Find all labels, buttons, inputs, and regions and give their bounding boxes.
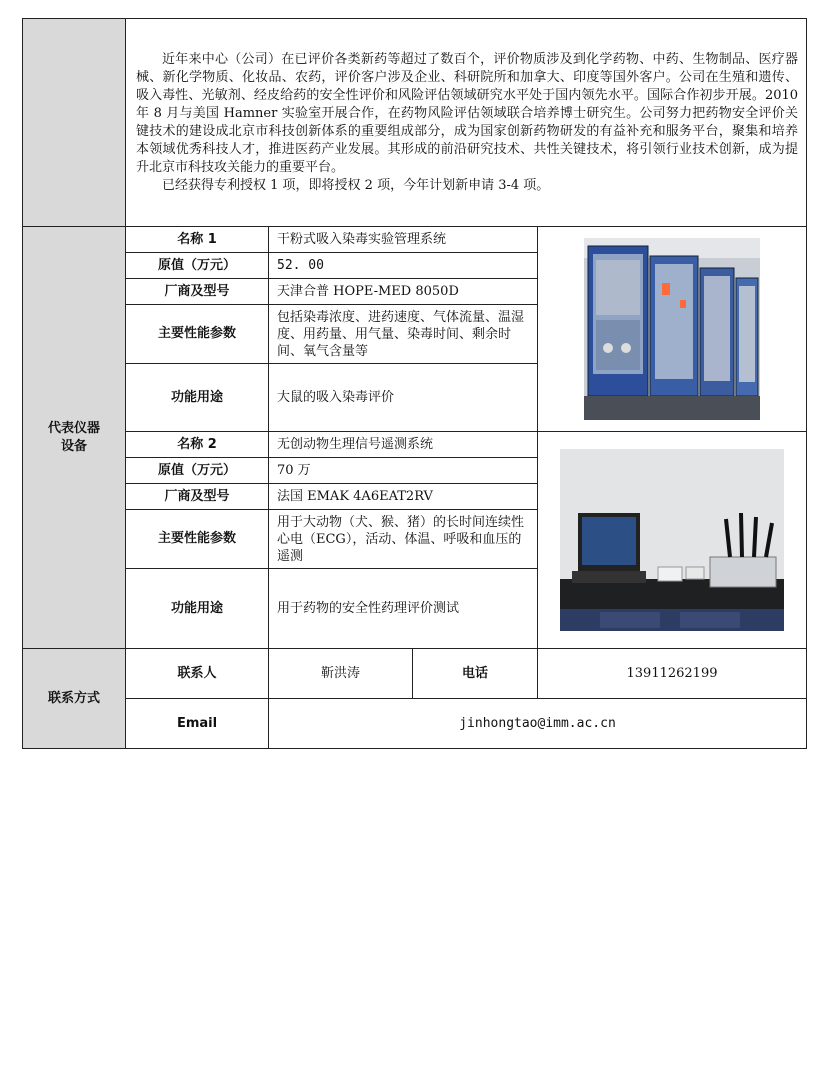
equipment-use: 用于药物的安全性药理评价测试 [269,569,538,649]
field-label: 功能用途 [126,569,269,649]
field-label: 厂商及型号 [126,484,269,510]
equipment-name: 干粉式吸入染毒实验管理系统 [269,227,538,253]
equipment-params: 包括染毒浓度、进药速度、气体流量、温湿度、用药量、用气量、染毒时间、剩余时间、氧气含量等 [269,305,538,364]
intro-text-cell [126,19,807,227]
inhalation-chamber-image [584,238,760,420]
field-label: 功能用途 [126,364,269,432]
equipment-value: 70 万 [269,458,538,484]
field-label: 原值（万元） [126,253,269,279]
equipment-section-label: 代表仪器 设备 [23,227,126,649]
contact-person: 靳洪涛 [269,649,413,699]
email-label: Email [126,699,269,749]
inhalation-chamber-photo [538,227,807,432]
field-label: 名称 1 [126,227,269,253]
telemetry-system-image [560,449,784,631]
intro-paragraph: 已经获得专利授权 1 项，即将授权 2 项，今年计划新申请 3-4 项。 [162,177,550,193]
equipment-params: 用于大动物（犬、猴、猪）的长时间连续性心电（ECG），活动、体温、呼吸和血压的遥测 [269,510,538,569]
email-address: jinhongtao@imm.ac.cn [269,699,807,749]
contact-section-label: 联系方式 [23,649,126,749]
field-label: 主要性能参数 [126,510,269,569]
contact-person-label: 联系人 [126,649,269,699]
phone-number: 13911262199 [538,649,807,699]
field-label: 名称 2 [126,432,269,458]
intro-label-cell [23,19,126,227]
intro-paragraph: 近年来中心（公司）在已评价各类新药等超过了数百个，评价物质涉及到化学药物、中药、生物制品、医疗器械、新化学物质、化妆品、农药，评价客户涉及企业、科研院所和加拿大、印度等国外客户。公司在生殖和遗传、吸入毒性、光敏剂、经皮给药的安全性评价和风险评估领域研究水平处于国内领先水平。国际合作初步开展。2010 年 8 月与美国 Hamner 实验室开展合作，在药物风险评估领域联合培养博士研究生。公司努力把药物安全评价关键技术的建设成北京市科技创新体系的重要组成部分，成为国家创新药物研发的有益补充和服务平台，聚集和培养本领域优秀科技人才，推进医药产业发展。其形成的前沿研究技术、共性关键技术，将引领行业技术创新，成为提升北京市科技攻关能力的重要平台。 [136,51,799,175]
telemetry-system-photo [538,432,807,649]
field-label: 主要性能参数 [126,305,269,364]
equipment-name: 无创动物生理信号遥测系统 [269,432,538,458]
equipment-maker: 法国 EMAK 4A6EAT2RV [269,484,538,510]
info-table [22,18,807,749]
field-label: 厂商及型号 [126,279,269,305]
equipment-use: 大鼠的吸入染毒评价 [269,364,538,432]
equipment-value: 52. 00 [269,253,538,279]
phone-label: 电话 [413,649,538,699]
field-label: 原值（万元） [126,458,269,484]
equipment-maker: 天津合普 HOPE-MED 8050D [269,279,538,305]
